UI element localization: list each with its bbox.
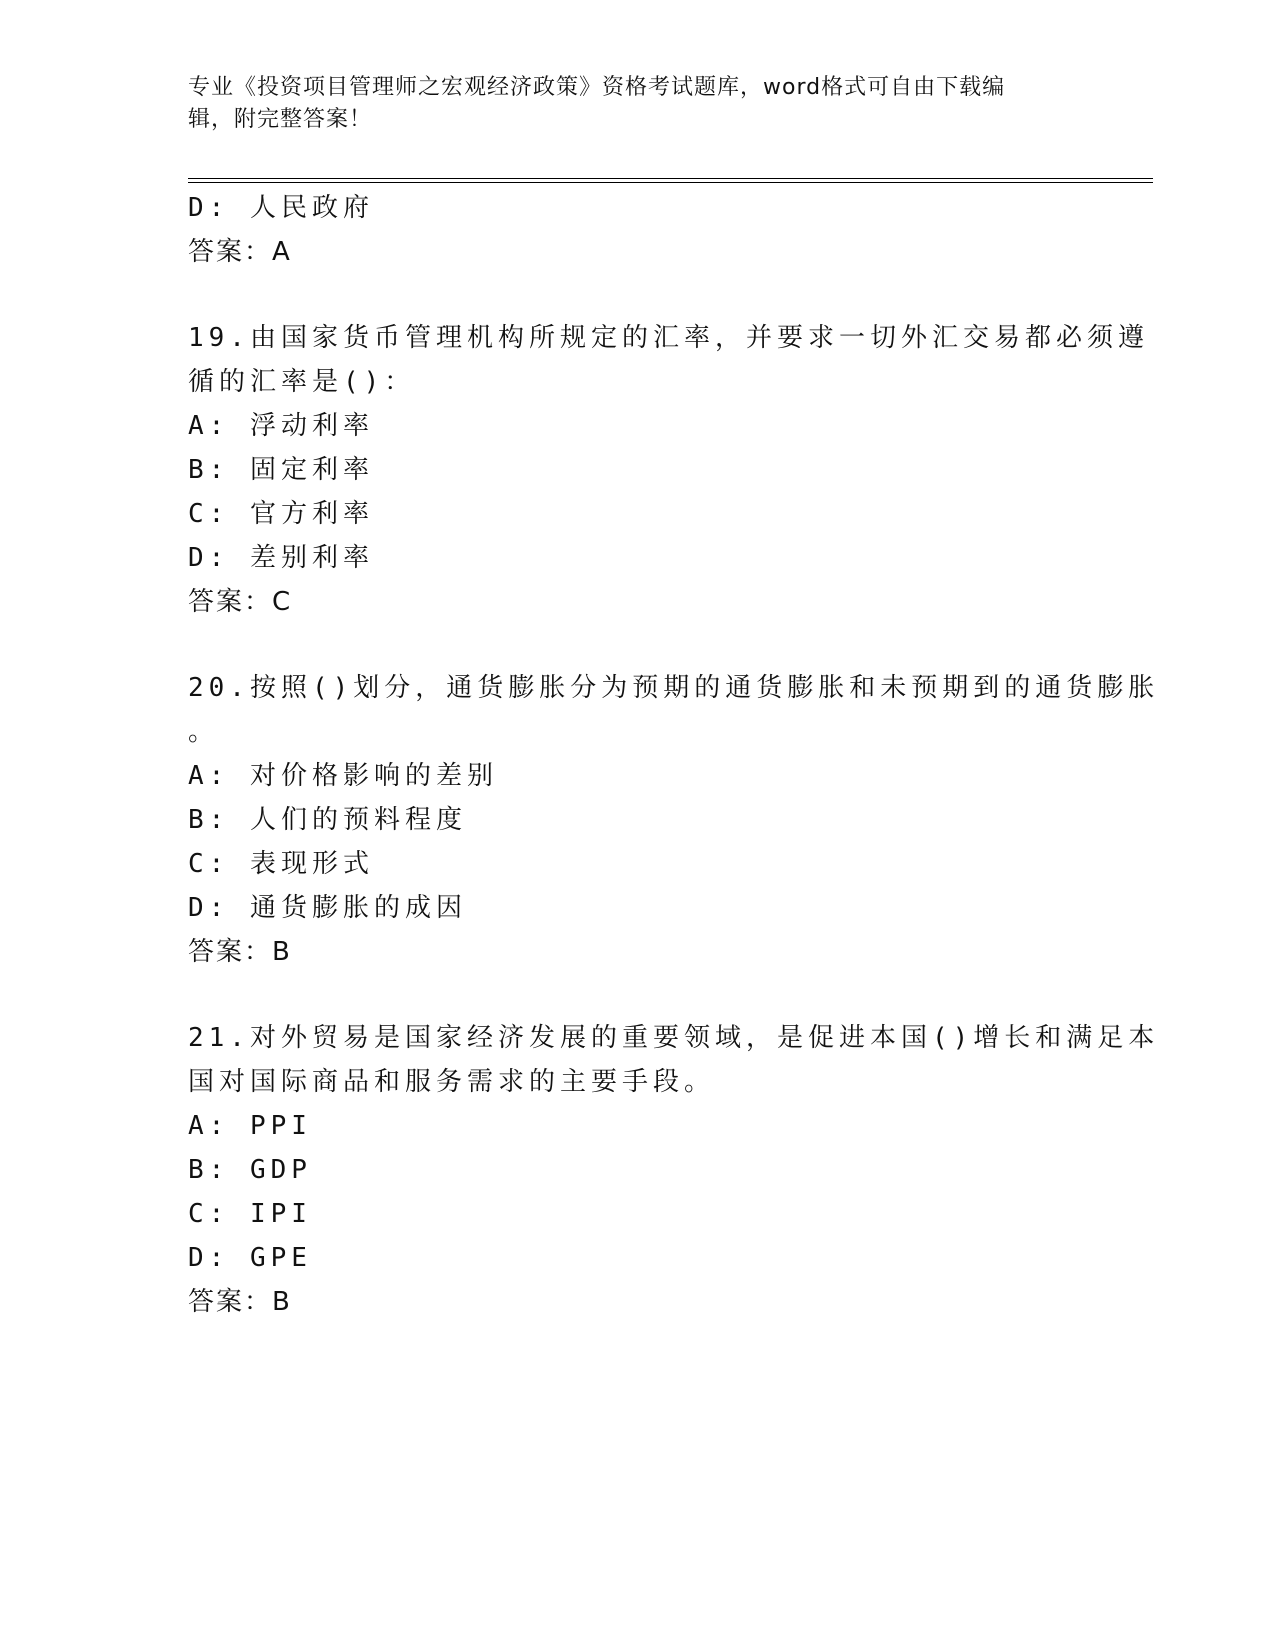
- answer: 答案：C: [188, 587, 293, 617]
- option-d: D: GPE: [188, 1243, 312, 1273]
- question-stem-line-1: 19.由国家货币管理机构所规定的汇率，并要求一切外汇交易都必须遵: [188, 323, 1149, 353]
- question-stem-line-1: 20.按照()划分，通货膨胀分为预期的通货膨胀和未预期到的通货膨胀: [188, 673, 1160, 703]
- header-line-2: 辑，附完整答案！: [188, 107, 373, 132]
- question-stem-line-2: 循的汇率是()：: [188, 367, 416, 397]
- header-divider-top: [188, 178, 1153, 179]
- option-d: D: 差别利率: [188, 543, 374, 573]
- option-b: B: GDP: [188, 1155, 312, 1185]
- answer: 答案：B: [188, 937, 292, 967]
- header-line-1: 专业《投资项目管理师之宏观经济政策》资格考试题库，word格式可自由下载编: [188, 75, 1006, 100]
- option-a: A: 浮动利率: [188, 411, 374, 441]
- answer: 答案：B: [188, 1287, 292, 1317]
- prev-answer: 答案：A: [188, 237, 292, 267]
- page-header: [188, 72, 1088, 136]
- option-a: A: 对价格影响的差别: [188, 761, 498, 791]
- option-a: A: PPI: [188, 1111, 312, 1141]
- option-c: C: 表现形式: [188, 849, 374, 879]
- question-stem-line-1: 21.对外贸易是国家经济发展的重要领域，是促进本国()增长和满足本: [188, 1023, 1160, 1053]
- option-d: D: 通货膨胀的成因: [188, 893, 467, 923]
- prev-option-d: D: 人民政府: [188, 193, 374, 223]
- question-stem-line-2: 。: [188, 717, 220, 747]
- header-divider-bottom: [188, 182, 1153, 183]
- option-b: B: 人们的预料程度: [188, 805, 467, 835]
- option-c: C: 官方利率: [188, 499, 374, 529]
- option-b: B: 固定利率: [188, 455, 374, 485]
- question-stem-line-2: 国对国际商品和服务需求的主要手段。: [188, 1067, 716, 1097]
- option-c: C: IPI: [188, 1199, 312, 1229]
